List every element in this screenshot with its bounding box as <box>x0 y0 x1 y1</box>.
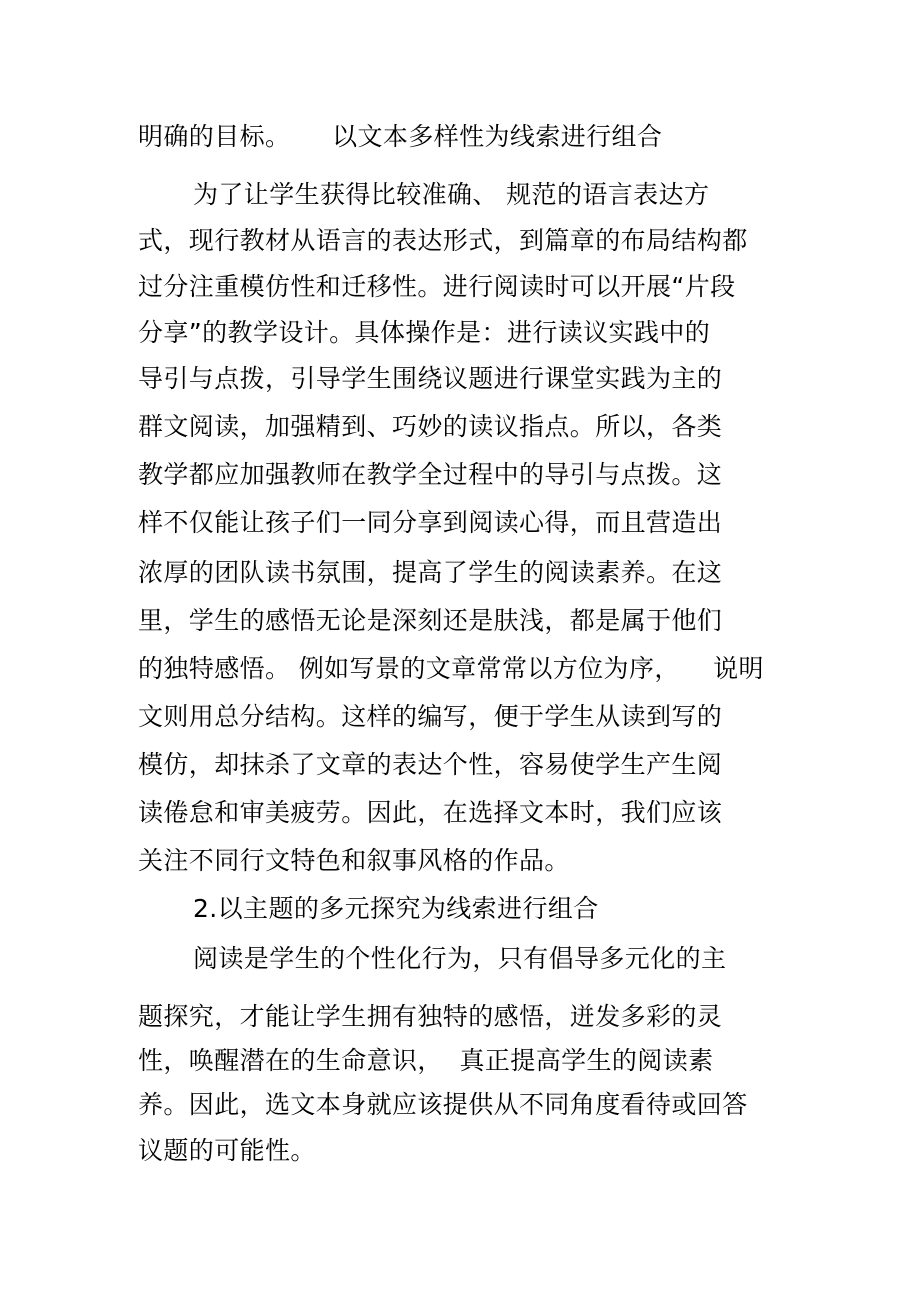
text-line: 样不仅能让孩子们一同分享到阅读心得，而且营造出 <box>138 508 723 537</box>
text-line: 过分注重模仿性和迁移性。进行阅读时可以开展“片段 <box>138 272 736 301</box>
section-heading: 2.以主题的多元探究为线索进行组合 <box>193 894 599 923</box>
text-line: 分享”的教学设计。具体操作是：进行读议实践中的 <box>138 318 711 347</box>
text-line: 养。因此，选文本身就应该提供从不同角度看待或回答 <box>138 1090 748 1119</box>
text-line: 为了让学生获得比较准确、 规范的语言表达方 <box>193 180 710 209</box>
text-line: 题探究，才能让学生拥有独特的感悟，迸发多彩的灵 <box>138 1002 723 1031</box>
text-line: 性，唤醒潜在的生命意识， 真正提高学生的阅读素 <box>138 1046 714 1075</box>
text-line: 里，学生的感悟无论是深刻还是肤浅，都是属于他们 <box>138 606 723 635</box>
text-line: 群文阅读，加强精到、巧妙的读议指点。所以，各类 <box>138 412 723 441</box>
text-line: 浓厚的团队读书氛围，提高了学生的阅读素养。在这 <box>138 558 723 587</box>
text-line: 关注不同行文特色和叙事风格的作品。 <box>138 846 570 875</box>
text-line: 议题的可能性。 <box>138 1136 316 1165</box>
text-line: 模仿，却抹杀了文章的表达个性，容易使学生产生阅 <box>138 750 723 779</box>
text-line: 读倦怠和审美疲劳。因此，在选择文本时，我们应该 <box>138 798 723 827</box>
text-line: 式，现行教材从语言的表达形式，到篇章的布局结构都 <box>138 226 748 255</box>
text-line: 明确的目标。 以文本多样性为线索进行组合 <box>138 122 663 151</box>
text-line: 导引与点拨，引导学生围绕议题进行课堂实践为主的 <box>138 364 723 393</box>
text-line: 阅读是学生的个性化行为，只有倡导多元化的主 <box>193 944 727 973</box>
text-line: 的独特感悟。 例如写景的文章常常以方位为序， 说明 <box>138 654 764 683</box>
text-line: 文则用总分结构。这样的编写，便于学生从读到写的 <box>138 702 723 731</box>
text-line: 教学都应加强教师在教学全过程中的导引与点拨。这 <box>138 460 723 489</box>
